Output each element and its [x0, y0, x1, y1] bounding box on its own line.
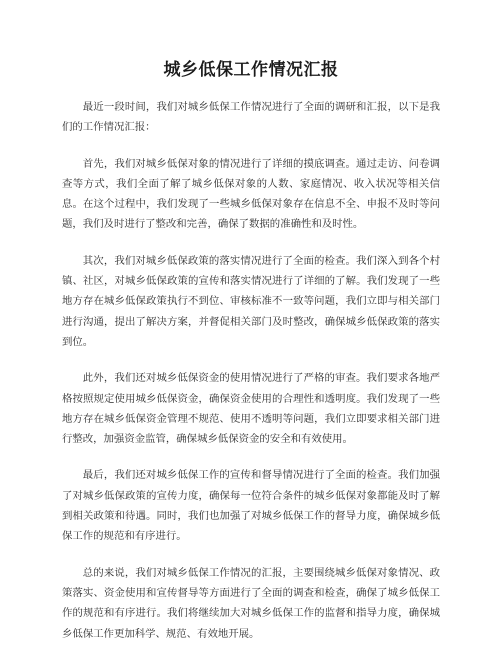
document-title: 城乡低保工作情况汇报: [163, 60, 339, 80]
paragraph-first: 首先，我们对城乡低保对象的情况进行了详细的摸底调查。通过走访、问卷调查等方式，我们全面了解了城乡低保对象的人数、家庭情况、收入状况等相关信息。在这个过程中，我们发现了一些城乡低保对象存在信息不全、申报不及时等问题，我们及时进行了整改和完善，确保了数据的准确性和及时性。: [62, 157, 440, 231]
paragraph-finally: 最后，我们还对城乡低保工作的宣传和督导情况进行了全面的检查。我们加强了对城乡低保政策的宣传力度，确保每一位符合条件的城乡低保对象都能及时了解到相关政策和待遇。同时，我们也加强了对城乡低保工作的督导力度，确保城乡低保工作的规范和有序进行。: [62, 469, 440, 543]
paragraph-summary: 总的来说，我们对城乡低保工作情况的汇报，主要围绕城乡低保对象情况、政策落实、资金使用和宣传督导等方面进行了全面的调查和检查，确保了城乡低保工作的规范和有序进行。我们将继续加大对城乡低保工作的监督和指导力度，确保城乡低保工作更加科学、规范、有效地开展。: [62, 566, 440, 640]
document-body: [62, 97, 440, 660]
paragraph-second: 其次，我们对城乡低保政策的落实情况进行了全面的检查。我们深入到各个村镇、社区，对城乡低保政策的宣传和落实情况进行了详细的了解。我们发现了一些地方存在城乡低保政策执行不到位、审核标准不一致等问题，我们立即与相关部门进行沟通，提出了解决方案，并督促相关部门及时整改，确保城乡低保政策的落实到位。: [62, 254, 440, 348]
paragraph-additionally: 此外，我们还对城乡低保资金的使用情况进行了严格的审查。我们要求各地严格按照规定使用城乡低保资金，确保资金使用的合理性和透明度。我们发现了一些地方存在城乡低保资金管理不规范、使用不透明等问题，我们立即要求相关部门进行整改，加强资金监管，确保城乡低保资金的安全和有效使用。: [62, 372, 440, 446]
paragraph-intro: 最近一段时间，我们对城乡低保工作情况进行了全面的调研和汇报，以下是我们的工作情况汇报：: [62, 101, 440, 134]
